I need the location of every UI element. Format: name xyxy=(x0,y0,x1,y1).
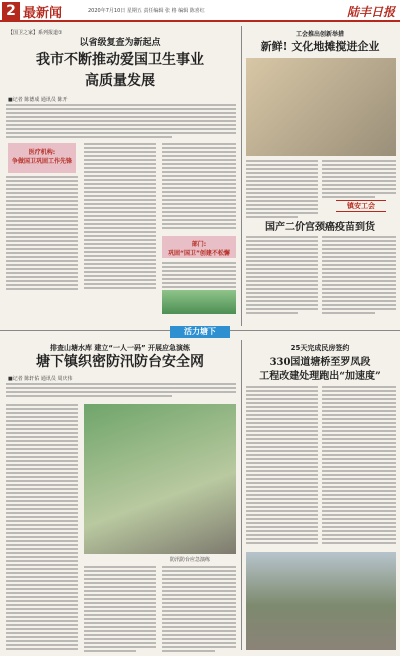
story2b-col1 xyxy=(246,236,318,316)
story2-col2 xyxy=(322,160,396,200)
pull-box-1 xyxy=(8,143,76,173)
pull-title-1: 医疗机构: xyxy=(28,149,56,156)
story1-lede-text xyxy=(6,104,236,140)
story1-kicker: 【国卫之家】系列报道① xyxy=(8,30,63,36)
pull-title-4: 巩固“国卫”创建不松懈 xyxy=(168,250,230,257)
page-number: 2 xyxy=(2,2,20,20)
section-tag: 镇安工会 xyxy=(336,200,386,212)
story1-col2 xyxy=(84,143,156,291)
column-divider xyxy=(241,26,242,326)
story1-col3 xyxy=(162,143,236,231)
story3-col3 xyxy=(162,566,236,654)
road-photo xyxy=(246,552,396,650)
story1-headline-2: 高质量发展 xyxy=(85,73,155,89)
story1-headline-1: 我市不断推动爱国卫生事业 xyxy=(36,52,204,68)
masthead: 陆丰日报 xyxy=(346,5,395,19)
story3-byline: ■记者 陈轩佑 通讯员 周庆伟 xyxy=(8,376,73,382)
story2b-col2 xyxy=(322,236,396,316)
story3-col2 xyxy=(84,566,156,654)
story4-subhead: 25天完成民房签约 xyxy=(290,344,350,352)
story1-col1 xyxy=(6,176,78,292)
pull-title-2: 争做国卫巩固工作先锋 xyxy=(11,158,72,165)
issue-meta: 2020年7月10日 星期五 责任编辑 张 格 编辑 陈喜红 xyxy=(88,8,205,14)
section-banner: 活力塘下 xyxy=(170,326,230,338)
story3-col1 xyxy=(6,404,78,652)
story2-headline-b: 国产二价宫颈癌疫苗到货 xyxy=(265,222,375,233)
drill-photo xyxy=(84,404,236,554)
story3-lede xyxy=(6,383,236,399)
story1-byline: ■记者 陈德成 通讯员 陈开 xyxy=(8,97,68,103)
story4-col2 xyxy=(322,386,396,546)
section-title: 最新闻 xyxy=(23,6,63,21)
pull-title-3: 部门: xyxy=(191,241,207,248)
health-logo-image xyxy=(162,290,236,314)
story2-col1 xyxy=(246,160,318,220)
story3-subhead: 排查山塘水库 建立“一人一码” 开展应急演练 xyxy=(49,344,191,352)
photo-caption: 防汛防台应急演练 xyxy=(170,557,211,563)
story1-subhead: 以省级复查为新起点 xyxy=(79,38,161,48)
page-header xyxy=(0,0,400,22)
column-divider-2 xyxy=(241,340,242,650)
story2-kicker: 工会推出创新举措 xyxy=(295,31,344,38)
market-photo xyxy=(246,58,396,156)
story3-headline: 塘下镇织密防汛防台安全网 xyxy=(36,354,204,370)
story2-headline: 新鲜! 文化地摊搅进企业 xyxy=(260,40,380,53)
story4-col1 xyxy=(246,386,318,546)
story4-headline-1: 330国道塘桥至罗凤段 xyxy=(269,357,371,368)
pull-box-2 xyxy=(162,236,236,258)
story4-headline-2: 工程改建处理跑出“加速度” xyxy=(259,371,381,382)
